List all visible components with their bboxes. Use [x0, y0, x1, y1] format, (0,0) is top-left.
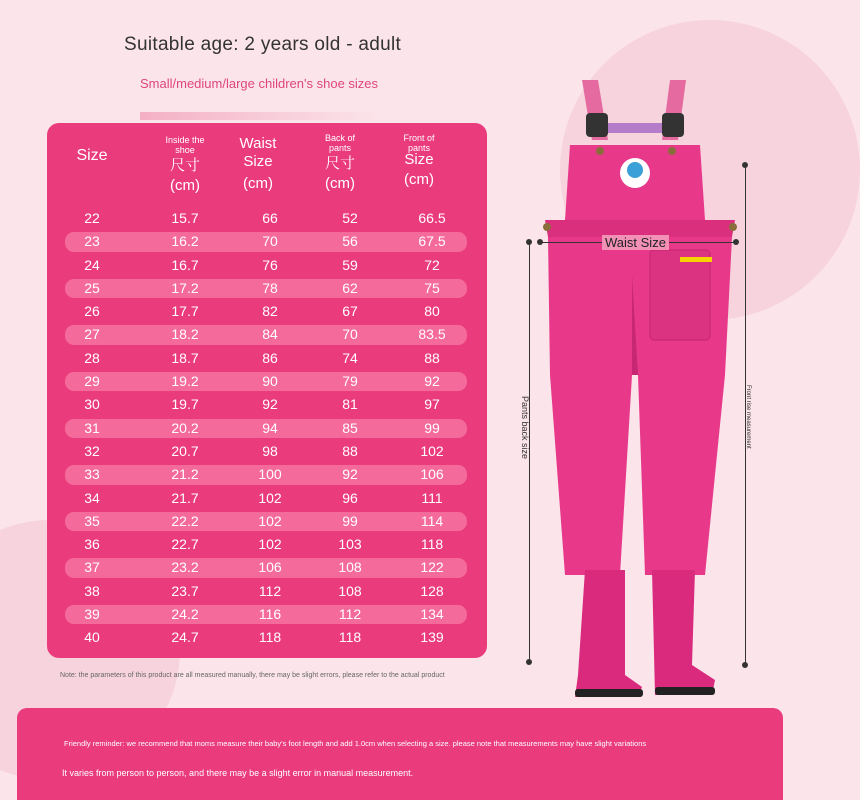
header-inside-shoe	[150, 135, 220, 195]
table-row	[47, 277, 487, 300]
table-row	[47, 393, 487, 416]
table-cell: 17.2	[171, 279, 199, 296]
table-cell: 70	[262, 233, 278, 250]
header-back-pants	[305, 133, 375, 193]
table-cell: 106	[420, 466, 444, 483]
table-cell: 38	[84, 582, 100, 599]
table-cell: 78	[262, 279, 278, 296]
table-cell: 108	[338, 582, 362, 599]
header-caption: Inside the shoe	[165, 135, 205, 155]
header-unit: (cm)	[170, 177, 200, 194]
front-rise-label: Front rise measurement	[745, 385, 751, 449]
reminder-line-2: It varies from person to person, and there may be a slight error in manual measurement.	[62, 768, 414, 778]
subtitle: Small/medium/large children's shoe sizes	[140, 76, 379, 91]
table-cell: 75	[424, 279, 440, 296]
table-row	[47, 323, 487, 346]
table-cell: 29	[84, 373, 100, 390]
table-cell: 17.7	[171, 303, 199, 320]
header-front-pants	[384, 133, 454, 189]
table-cell: 128	[420, 582, 444, 599]
table-cell: 83.5	[418, 326, 446, 343]
header-unit: (cm)	[404, 171, 434, 188]
reminder-panel	[17, 708, 783, 800]
right-boot	[652, 570, 715, 695]
table-cell: 40	[84, 629, 100, 646]
table-row	[47, 556, 487, 579]
table-cell: 118	[258, 629, 282, 646]
table-cell: 99	[424, 419, 440, 436]
table-cell: 56	[342, 233, 358, 250]
table-cell: 62	[342, 279, 358, 296]
logo-badge-inner	[627, 162, 643, 178]
header-waist	[223, 135, 293, 193]
table-cell: 112	[258, 582, 282, 599]
header-label: Size	[76, 147, 108, 164]
table-cell: 18.7	[171, 349, 199, 366]
table-row	[47, 440, 487, 463]
page-title: Suitable age: 2 years old - adult	[124, 34, 402, 55]
table-cell: 52	[342, 210, 358, 226]
header-label: 尺寸	[169, 157, 200, 174]
left-buckle	[586, 113, 608, 137]
table-row	[47, 347, 487, 370]
left-rivet	[543, 223, 551, 231]
table-cell: 34	[84, 489, 100, 506]
table-row	[47, 626, 487, 649]
table-cell: 37	[84, 559, 100, 576]
header-unit: (cm)	[243, 175, 273, 192]
table-cell: 108	[338, 559, 362, 576]
header-size	[67, 147, 117, 165]
left-boot	[575, 570, 642, 697]
table-cell: 24.7	[171, 629, 199, 646]
header-caption: Front of pants	[403, 133, 435, 153]
table-cell: 79	[342, 373, 358, 390]
right-button	[668, 147, 676, 155]
table-cell: 118	[420, 536, 444, 553]
table-cell: 114	[420, 512, 444, 529]
table-row	[47, 463, 487, 486]
table-cell: 33	[84, 466, 100, 483]
right-buckle	[662, 113, 684, 137]
table-cell: 19.2	[171, 373, 199, 390]
table-row	[47, 417, 487, 440]
table-cell: 72	[424, 256, 440, 273]
table-cell: 92	[342, 466, 358, 483]
table-cell: 26	[84, 303, 100, 320]
table-cell: 102	[258, 512, 282, 529]
table-cell: 18.2	[171, 326, 199, 343]
size-table	[47, 123, 487, 658]
front-dot-top	[742, 162, 748, 168]
header-label: Waist Size	[239, 135, 277, 170]
table-cell: 25	[84, 279, 100, 296]
table-cell: 22	[84, 210, 100, 226]
table-cell: 23	[84, 233, 100, 250]
table-cell: 31	[84, 419, 100, 436]
table-cell: 32	[84, 442, 100, 459]
table-cell: 100	[258, 466, 282, 483]
table-cell: 23.2	[171, 559, 199, 576]
pocket-zip	[680, 257, 712, 262]
header-label: 尺寸	[324, 155, 355, 172]
table-row	[47, 300, 487, 323]
table-body	[47, 207, 487, 650]
left-button	[596, 147, 604, 155]
table-cell: 134	[420, 606, 444, 623]
right-sole	[655, 687, 715, 695]
left-sole	[575, 689, 643, 697]
waist-dot-right	[733, 239, 739, 245]
table-cell: 112	[338, 606, 362, 623]
table-cell: 102	[258, 489, 282, 506]
table-cell: 103	[338, 536, 362, 553]
table-cell: 22.7	[171, 536, 199, 553]
header-unit: (cm)	[325, 175, 355, 192]
table-cell: 24	[84, 256, 100, 273]
table-cell: 97	[424, 396, 440, 413]
table-cell: 67.5	[418, 233, 446, 250]
table-cell: 16.7	[171, 256, 199, 273]
table-cell: 116	[258, 606, 282, 623]
table-cell: 84	[262, 326, 278, 343]
table-cell: 76	[262, 256, 278, 273]
table-row	[47, 533, 487, 556]
table-cell: 19.7	[171, 396, 199, 413]
table-cell: 85	[342, 419, 358, 436]
table-cell: 80	[424, 303, 440, 320]
reminder-line-1: Friendly reminder: we recommend that moms measure their baby's foot length and add 1.0cm when selecting a size. please note that measurements may have slight variations	[64, 739, 647, 748]
table-row	[47, 254, 487, 277]
table-cell: 15.7	[171, 210, 199, 226]
pocket	[650, 250, 710, 340]
table-cell: 96	[342, 489, 358, 506]
table-cell: 111	[421, 489, 443, 506]
waist-size-label: Waist Size	[602, 235, 669, 250]
table-cell: 16.2	[171, 233, 199, 250]
back-size-label: Pants back size	[520, 396, 530, 460]
table-cell: 88	[342, 442, 358, 459]
table-cell: 28	[84, 349, 100, 366]
table-cell: 67	[342, 303, 358, 320]
table-cell: 94	[262, 419, 278, 436]
table-cell: 139	[420, 629, 444, 646]
wader-illustration	[520, 75, 760, 715]
table-cell: 99	[342, 512, 358, 529]
table-cell: 23.7	[171, 582, 199, 599]
table-cell: 66	[262, 210, 278, 226]
table-cell: 92	[424, 373, 440, 390]
table-cell: 86	[262, 349, 278, 366]
table-cell: 39	[84, 606, 100, 623]
table-cell: 118	[338, 629, 362, 646]
table-cell: 36	[84, 536, 100, 553]
table-cell: 98	[262, 442, 278, 459]
table-row	[47, 370, 487, 393]
table-cell: 102	[420, 442, 444, 459]
subtitle-fade	[140, 112, 380, 120]
table-cell: 59	[342, 256, 358, 273]
table-cell: 27	[84, 326, 100, 343]
table-cell: 90	[262, 373, 278, 390]
strap-band	[600, 123, 670, 133]
table-row	[47, 207, 487, 230]
table-cell: 21.2	[171, 466, 199, 483]
table-cell: 30	[84, 396, 100, 413]
table-cell: 74	[342, 349, 358, 366]
note-text: Note: the parameters of this product are all measured manually, there may be slight errors, please refer to the actual product	[60, 672, 445, 679]
table-cell: 20.7	[171, 442, 199, 459]
table-cell: 21.7	[171, 489, 199, 506]
back-dot-bottom	[526, 659, 532, 665]
table-cell: 22.2	[171, 512, 199, 529]
table-cell: 81	[342, 396, 358, 413]
table-row	[47, 230, 487, 253]
header-label: Size	[404, 151, 434, 168]
table-cell: 35	[84, 512, 100, 529]
right-rivet	[729, 223, 737, 231]
table-cell: 122	[420, 559, 444, 576]
table-cell: 82	[262, 303, 278, 320]
table-row	[47, 487, 487, 510]
table-cell: 92	[262, 396, 278, 413]
table-cell: 102	[258, 536, 282, 553]
table-row	[47, 580, 487, 603]
header-caption: Back of pants	[324, 133, 355, 153]
back-dot-top	[526, 239, 532, 245]
table-cell: 70	[342, 326, 358, 343]
table-cell: 106	[258, 559, 282, 576]
table-cell: 24.2	[171, 606, 199, 623]
table-cell: 66.5	[418, 210, 446, 226]
table-cell: 20.2	[171, 419, 199, 436]
waist-dot-left	[537, 239, 543, 245]
front-dot-bottom	[742, 662, 748, 668]
table-cell: 88	[424, 349, 440, 366]
table-row	[47, 510, 487, 533]
table-row	[47, 603, 487, 626]
